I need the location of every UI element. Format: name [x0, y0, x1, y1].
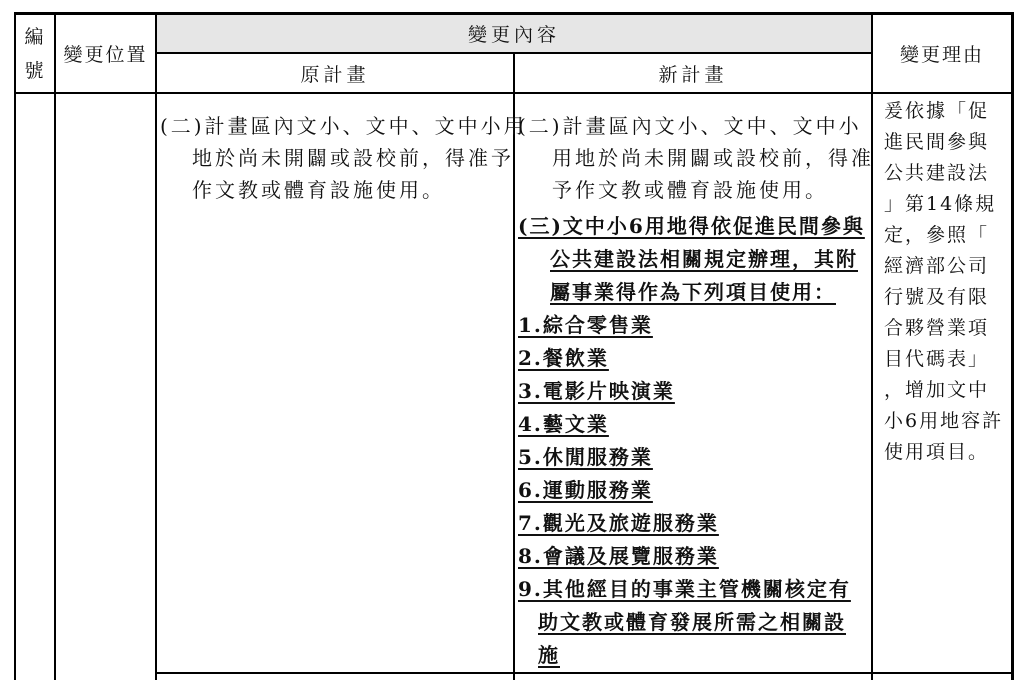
- reason-line-5: 定，參照「: [884, 224, 990, 246]
- new-line-2: 用地於尚未開闢或設校前，得准: [552, 146, 874, 170]
- original-line-3: 作文教或體育設施使用。: [192, 178, 445, 202]
- header-number-char-2: 號: [24, 60, 44, 82]
- added-clause-line-2: 公共建設法相關規定辦理，其附: [550, 247, 858, 271]
- original-line-1: (二)計畫區內文小、文中、文中小用: [160, 114, 527, 138]
- added-item-9-line-1: 9.其他經目的事業主管機關核定有: [518, 577, 851, 601]
- added-clause-line-3: 屬事業得作為下列項目使用：: [550, 280, 836, 304]
- added-item-2: 2.餐飲業: [518, 346, 609, 370]
- reason-text: [884, 96, 1010, 468]
- reason-line-7: 行號及有限: [884, 286, 990, 308]
- reason-line-4: 」第14條規: [884, 193, 997, 215]
- reason-line-11: 小6用地容許: [884, 410, 1004, 432]
- added-clause-line-1: (三)文中小6用地得依促進民間參與: [518, 214, 865, 238]
- reason-line-10: ，增加文中: [884, 379, 990, 401]
- header-new-plan: 新計畫: [658, 63, 728, 86]
- new-line-1: (二)計畫區內文小、文中、文中小: [518, 114, 862, 138]
- reason-line-1: 爰依據「促: [884, 100, 990, 122]
- header-original-plan: 原計畫: [300, 63, 370, 86]
- added-item-7: 7.觀光及旅遊服務業: [518, 511, 719, 535]
- added-item-1: 1.綜合零售業: [518, 313, 653, 337]
- col-divider-2: [155, 12, 157, 680]
- added-item-6: 6.運動服務業: [518, 478, 653, 502]
- table-left-border: [14, 12, 16, 680]
- added-item-9-line-2: 助文教或體育發展所需之相關設: [538, 610, 846, 634]
- header-reason: 變更理由: [899, 44, 984, 66]
- new-line-3: 予作文教或體育設施使用。: [552, 178, 828, 202]
- reason-line-8: 合夥營業項: [884, 317, 990, 339]
- col-divider-4: [871, 12, 873, 680]
- reason-line-12: 使用項目。: [884, 441, 990, 463]
- header-number-char-1: 編: [24, 26, 44, 48]
- reason-line-3: 公共建設法: [884, 162, 990, 184]
- original-line-2: 地於尚未開闢或設校前，得准予: [192, 146, 514, 170]
- added-item-9-line-3: 施: [538, 643, 560, 667]
- reason-line-9: 目代碼表」: [884, 348, 990, 370]
- header-location: 變更位置: [63, 44, 148, 66]
- header-content: 變更內容: [467, 24, 560, 46]
- added-item-4: 4.藝文業: [518, 412, 609, 436]
- reason-line-2: 進民間參與: [884, 131, 990, 153]
- added-item-8: 8.會議及展覽服務業: [518, 544, 719, 568]
- col-divider-1: [54, 12, 56, 680]
- added-item-3: 3.電影片映演業: [518, 379, 675, 403]
- added-item-5: 5.休閒服務業: [518, 445, 653, 469]
- table-right-border: [1011, 12, 1014, 680]
- reason-line-6: 經濟部公司: [884, 255, 990, 277]
- row-bottom-border: [156, 672, 1014, 674]
- header-number: [16, 20, 52, 88]
